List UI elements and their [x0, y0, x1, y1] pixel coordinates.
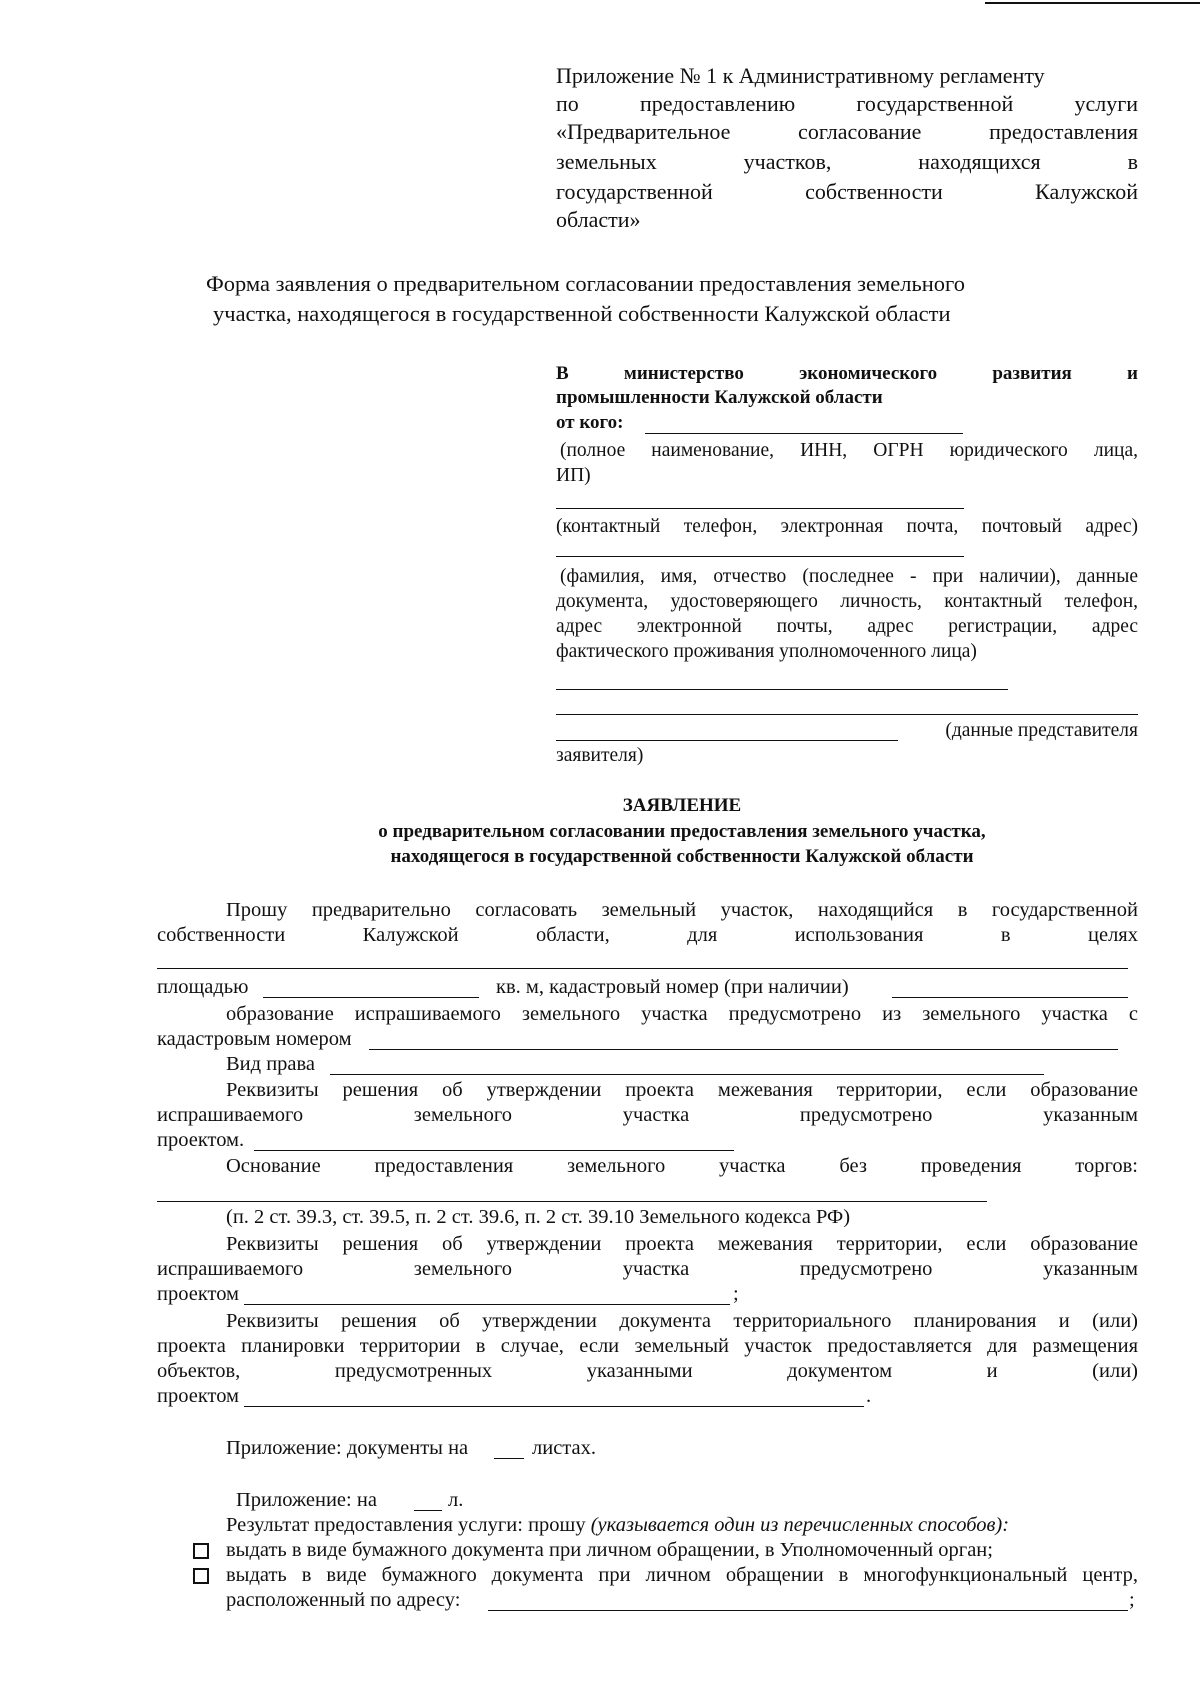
annex-line-6: области» — [556, 207, 641, 232]
origin-line-2: кадастровым номером — [157, 1028, 352, 1050]
annex-line-4: земельных участков, находящихся в — [556, 149, 1138, 174]
authorized-field-line-2[interactable] — [556, 714, 1138, 715]
origin-cadastral-field-line[interactable] — [369, 1049, 1118, 1050]
result-intro-text: Результат предоставления услуги: прошу — [226, 1514, 586, 1536]
option-1-checkbox[interactable] — [193, 1543, 209, 1559]
survey-line-2: испрашиваемого земельного участка предусмотрено указанным — [157, 1104, 1138, 1126]
origin-line-1: образование испрашиваемого земельного участка предусмотрено из земельного участка с — [226, 1003, 1138, 1025]
attachments-docs-label: Приложение: документы на — [226, 1437, 469, 1459]
purpose-field-line[interactable] — [157, 968, 1128, 969]
area-label: площадью — [157, 976, 249, 998]
option-2-line-1: выдать в виде бумажного документа при личном обращении в многофункциональный центр, — [226, 1564, 1138, 1586]
result-intro — [226, 1513, 1009, 1537]
hint-authorized-2: документа, удостоверяющего личность, контактный телефон, — [556, 591, 1138, 612]
annex-line-2: по предоставлению государственной услуги — [556, 91, 1138, 116]
option-2-checkbox[interactable] — [193, 1568, 209, 1584]
addressee-line-2: промышленности Калужской области — [556, 387, 883, 408]
hint-legal-entity-2: ИП) — [556, 465, 591, 486]
area-field-line[interactable] — [263, 997, 479, 998]
legal-entity-field-line[interactable] — [556, 508, 964, 509]
hint-contacts: (контактный телефон, электронная почта, почтовый адрес) — [556, 516, 1138, 537]
hint-authorized-3: адрес электронной почты, адрес регистрации, адрес — [556, 616, 1138, 637]
right-type-field-line[interactable] — [330, 1074, 1044, 1075]
from-field-line[interactable] — [645, 433, 963, 434]
attachments-annex-label: Приложение: на — [236, 1489, 377, 1511]
annex-line-3: «Предварительное согласование предоставления — [556, 119, 1138, 144]
planning-end: . — [866, 1385, 872, 1407]
contacts-field-line[interactable] — [556, 556, 964, 557]
annex-line-1: Приложение № 1 к Административному регламенту — [556, 63, 1045, 88]
addressee-line-1: В министерство экономического развития и — [556, 363, 1138, 384]
top-edge-line — [985, 2, 1200, 4]
basis-field-line[interactable] — [157, 1201, 987, 1202]
application-subtitle-2: находящегося в государственной собственности Калужской области — [390, 846, 974, 867]
form-title-line-2: участка, находящегося в государственной собственности Калужской области — [213, 301, 951, 326]
survey-line-3: проектом. — [157, 1129, 245, 1151]
hint-legal-entity-1: (полное наименование, ИНН, ОГРН юридического лица, — [560, 440, 1138, 461]
planning-line-2: проекта планировки территории в случае, если земельный участок предоставляется для размещения — [157, 1335, 1138, 1357]
attachments-annex-suffix: л. — [448, 1489, 464, 1511]
annex-line-5: государственной собственности Калужской — [556, 179, 1138, 204]
cadastral-field-line[interactable] — [892, 997, 1128, 998]
hint-authorized-4: фактического проживания уполномоченного лица) — [556, 641, 977, 662]
basis-reference: (п. 2 ст. 39.3, ст. 39.5, п. 2 ст. 39.6, п. 2 ст. 39.10 Земельного кодекса РФ) — [226, 1206, 851, 1228]
mfc-address-field-line[interactable] — [488, 1610, 1128, 1611]
request-line-1: Прошу предварительно согласовать земельный участок, находящийся в государственной — [226, 899, 1138, 921]
attachments-docs-count-line[interactable] — [494, 1458, 524, 1459]
planning-line-3: объектов, предусмотренных указанными документом и (или) — [157, 1360, 1138, 1382]
form-title-line-1: Форма заявления о предварительном согласовании предоставления земельного — [206, 271, 965, 296]
hint-representative-2: заявителя) — [556, 745, 644, 766]
attachments-docs-suffix: листах. — [532, 1437, 596, 1459]
option-2-end: ; — [1129, 1589, 1135, 1611]
survey2-line-2: испрашиваемого земельного участка предусмотрено указанным — [157, 1258, 1138, 1280]
attachments-annex-count-line[interactable] — [414, 1510, 442, 1511]
authorized-field-line-1[interactable] — [556, 689, 1008, 690]
planning-line-1: Реквизиты решения об утверждении документа территориального планирования и (или) — [226, 1310, 1138, 1332]
cadastral-label: кв. м, кадастровый номер (при наличии) — [496, 976, 849, 998]
from-label: от кого: — [556, 412, 624, 433]
application-title: ЗАЯВЛЕНИЕ — [622, 795, 742, 816]
application-subtitle-1: о предварительном согласовании предоставления земельного участка, — [378, 821, 986, 842]
hint-representative-1: (данные представителя — [945, 720, 1138, 741]
basis-line: Основание предоставления земельного участка без проведения торгов: — [226, 1155, 1138, 1177]
option-1-label: выдать в виде бумажного документа при личном обращении, в Уполномоченный орган; — [226, 1539, 993, 1561]
result-intro-note: (указывается один из перечисленных способов): — [590, 1514, 1010, 1536]
survey-line-1: Реквизиты решения об утверждении проекта межевания территории, если образование — [226, 1079, 1138, 1101]
option-2-line-2: расположенный по адресу: — [226, 1589, 461, 1611]
right-type-label: Вид права — [226, 1053, 316, 1075]
hint-authorized-1: (фамилия, имя, отчество (последнее - при наличии), данные — [560, 566, 1138, 587]
planning-line-4: проектом — [157, 1385, 240, 1407]
survey2-field-line[interactable] — [244, 1304, 730, 1305]
request-line-2: собственности Калужской области, для использования в целях — [157, 924, 1138, 946]
survey-field-line[interactable] — [254, 1150, 734, 1151]
survey2-line-1: Реквизиты решения об утверждении проекта межевания территории, если образование — [226, 1233, 1138, 1255]
survey2-line-3: проектом — [157, 1283, 240, 1305]
planning-field-line[interactable] — [244, 1406, 864, 1407]
survey2-end: ; — [733, 1283, 739, 1305]
representative-field-line[interactable] — [556, 740, 898, 741]
